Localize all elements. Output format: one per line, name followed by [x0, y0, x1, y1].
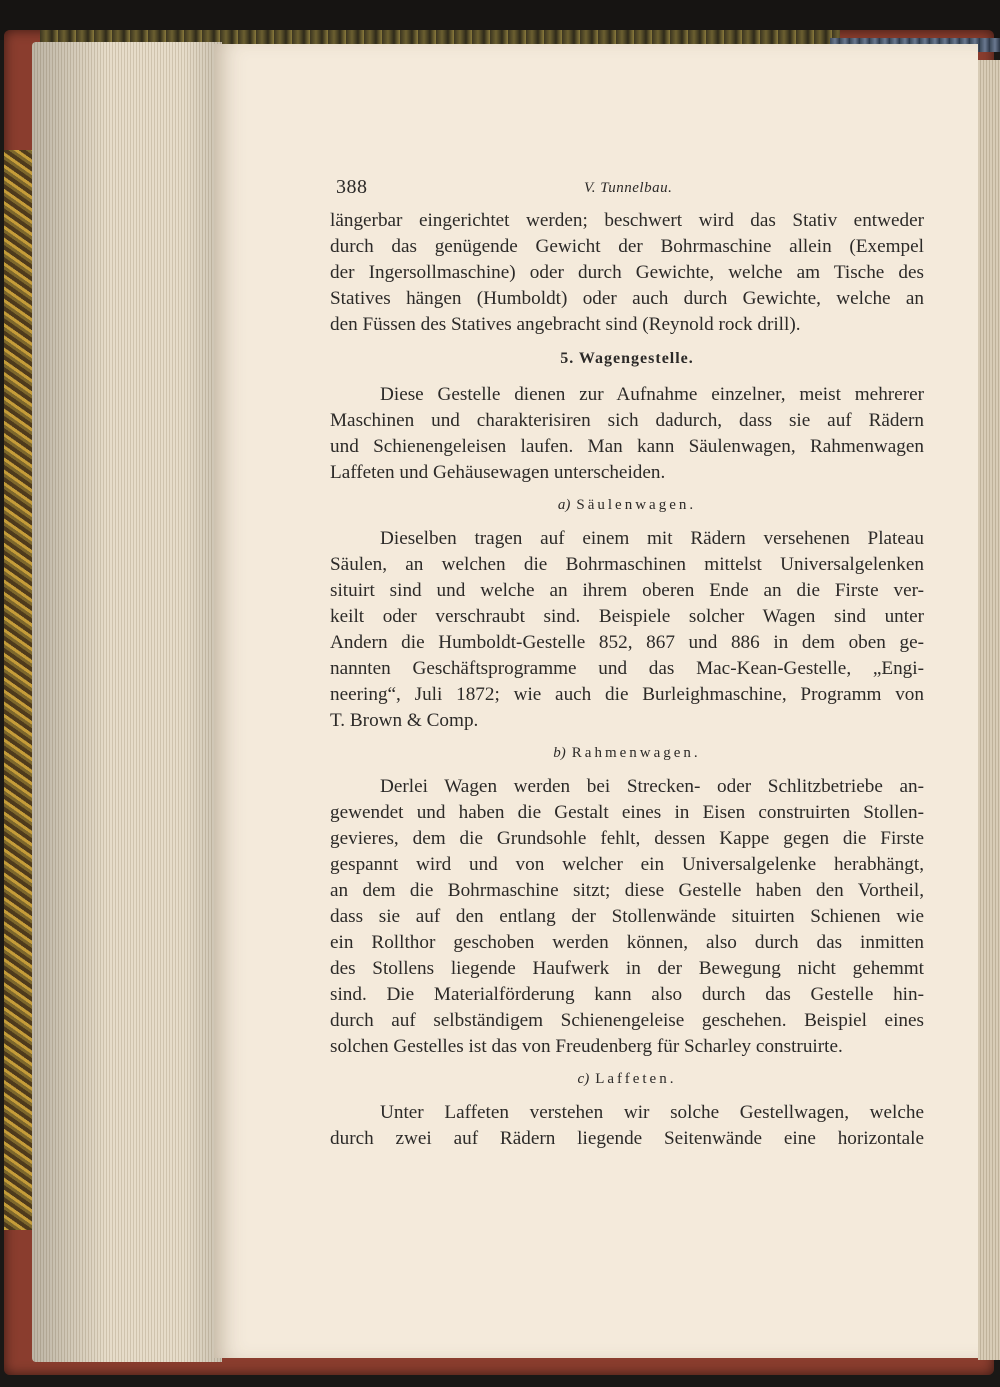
text-line: sind. Die Materialförderung kann also durch das Gestelle hin- [330, 984, 924, 1005]
sub-heading-title: Säulenwagen. [576, 497, 697, 513]
text-line: Säulen, an welchen die Bohrmaschinen mittelst Universalgelenken [330, 554, 924, 575]
sub-heading-rahmenwagen [330, 742, 924, 764]
sub-heading-saeulenwagen [330, 494, 924, 516]
text-line: des Stollens liegende Haufwerk in der Bewegung nicht gehemmt [330, 958, 924, 979]
text-line: gewendet und haben die Gestalt eines in Eisen construirten Stollen- [330, 802, 924, 823]
section-heading-wagengestelle: 5. Wagengestelle. [560, 350, 694, 367]
paragraph-wagengestelle [330, 382, 924, 486]
text-line: durch zwei auf Rädern liegende Seitenwände eine horizontale [330, 1128, 924, 1149]
chapter-title: V. Tunnelbau. [584, 180, 673, 196]
marbled-endpaper [4, 150, 34, 1230]
paragraph-saeulenwagen [330, 526, 924, 734]
sub-heading-title: Rahmenwagen. [571, 745, 701, 761]
sub-heading-letter: c) [577, 1071, 590, 1087]
paragraph-laffeten [330, 1100, 924, 1152]
text-line: solchen Gestelles ist das von Freudenberg für Scharley construirte. [330, 1036, 843, 1057]
text-line: durch auf selbständigem Schienengeleise geschehen. Beispiel eines [330, 1010, 924, 1031]
page-text-block [330, 176, 924, 1152]
right-page-edge [978, 60, 1000, 1360]
text-line: und Schienengeleisen laufen. Man kann Säulenwagen, Rahmenwagen [330, 436, 924, 457]
sub-heading-letter: a) [557, 497, 571, 513]
paragraph-intro [330, 208, 924, 338]
running-head [330, 176, 924, 208]
text-line: gespannt wird und von welcher ein Universalgelenke herabhängt, [330, 854, 924, 875]
text-line: Laffeten und Gehäusewagen unterscheiden. [330, 462, 666, 483]
text-line: nannten Geschäftsprogramme und das Mac-Kean-Gestelle, „Engi- [330, 658, 924, 679]
text-line: Statives hängen (Humboldt) oder auch durch Gewichte, welche an [330, 288, 924, 309]
text-line: Unter Laffeten verstehen wir solche Gestellwagen, welche [380, 1102, 924, 1123]
text-line: längerbar eingerichtet werden; beschwert wird das Stativ entweder [330, 210, 924, 231]
text-line: Diese Gestelle dienen zur Aufnahme einzelner, meist mehrerer [380, 384, 924, 405]
text-line: der Ingersollmaschine) oder durch Gewichte, welche am Tische des [330, 262, 924, 283]
text-line: den Füssen des Statives angebracht sind (Reynold rock drill). [330, 314, 801, 335]
text-line: situirt sind und welche an ihrem oberen Ende an die Firste ver- [330, 580, 924, 601]
text-line: Derlei Wagen werden bei Strecken- oder Schlitzbetriebe an- [380, 776, 924, 797]
sub-heading-laffeten [330, 1068, 924, 1090]
text-line: Andern die Humboldt-Gestelle 852, 867 und 886 in dem oben ge- [330, 632, 924, 653]
page-block-shading [32, 42, 222, 1362]
text-line: an dem die Bohrmaschine sitzt; diese Gestelle haben den Vortheil, [330, 880, 924, 901]
text-line: Dieselben tragen auf einem mit Rädern versehenen Plateau [380, 528, 924, 549]
text-line: neering“, Juli 1872; wie auch die Burleighmaschine, Programm von [330, 684, 924, 705]
sub-heading-letter: b) [553, 745, 566, 761]
text-line: keilt oder verschraubt sind. Beispiele solcher Wagen sind unter [330, 606, 924, 627]
text-line: gevieres, dem die Grundsohle fehlt, dessen Kappe gegen die Firste [330, 828, 924, 849]
text-line: Maschinen und charakterisiren sich dadurch, dass sie auf Rädern [330, 410, 924, 431]
sub-heading-title: Laffeten. [595, 1071, 677, 1087]
text-line: dass sie auf den entlang der Stollenwände situirten Schienen wie [330, 906, 924, 927]
text-line: ein Rollthor geschoben werden können, also durch das inmitten [330, 932, 924, 953]
text-line: durch das genügende Gewicht der Bohrmaschine allein (Exempel [330, 236, 924, 257]
paragraph-rahmenwagen [330, 774, 924, 1060]
text-line: T. Brown & Comp. [330, 710, 479, 731]
page-number: 388 [336, 176, 368, 198]
